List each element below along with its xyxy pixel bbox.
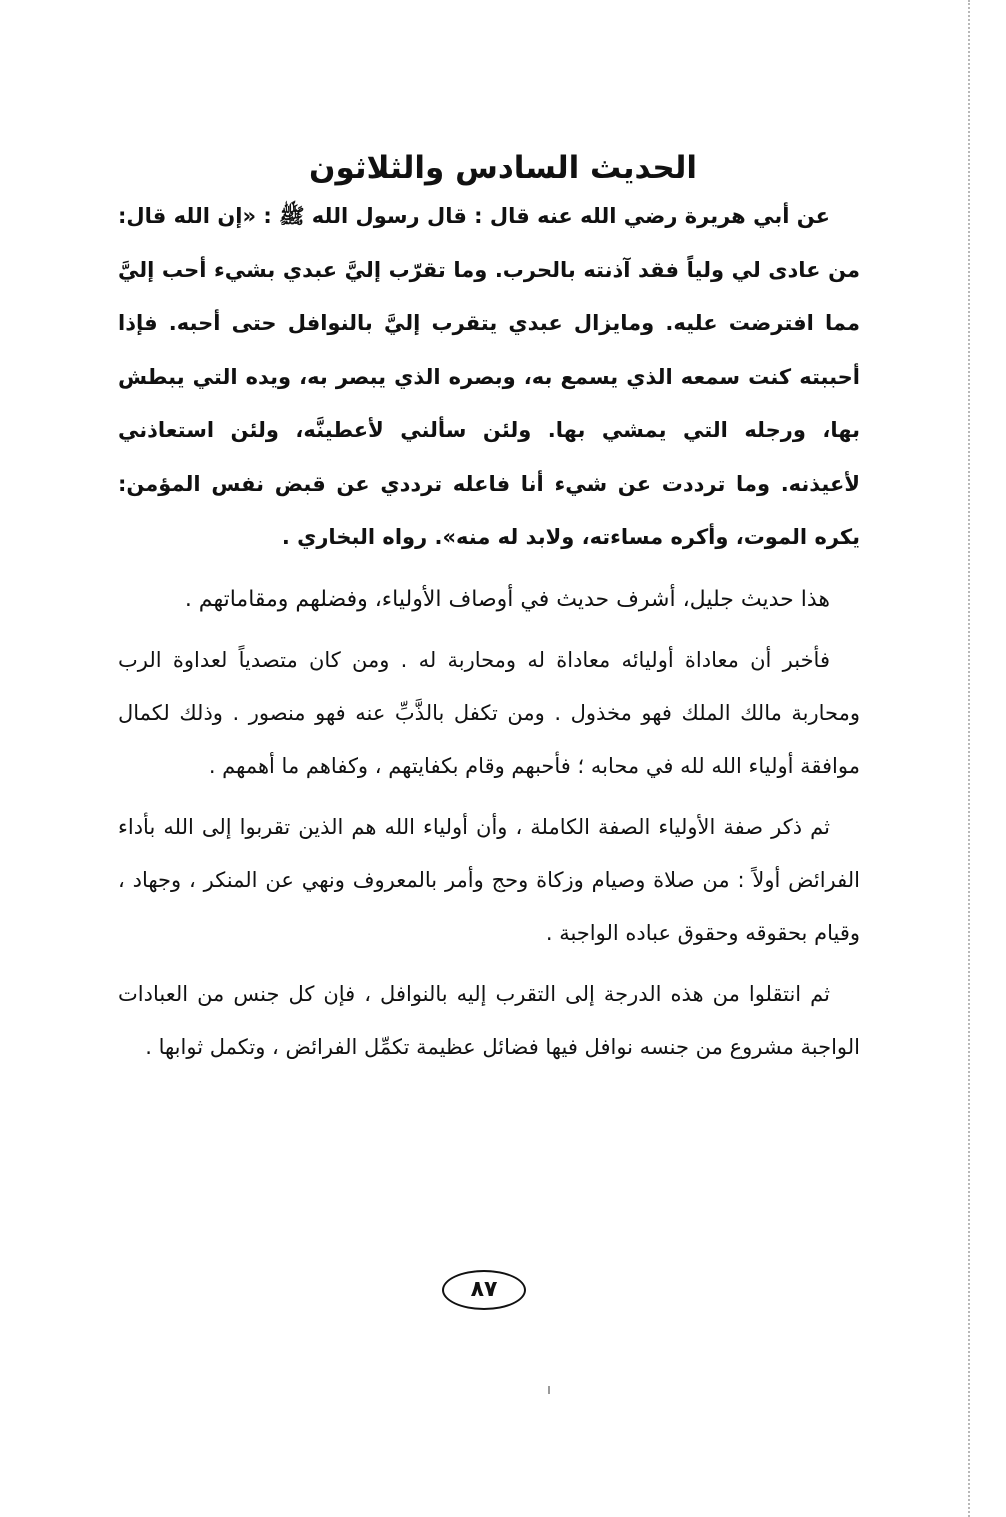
margin-dotted-line bbox=[968, 0, 970, 1517]
hadith-paragraph: عن أبي هريرة رضي الله عنه قال : قال رسول الله ﷺ : «إن الله قال: من عادى لي ولياً فقد آذنته بالحرب. وما تقرّب إليَّ عبدي بشيء أحب إليَّ مما افترضت عليه. ومايزال عبدي يتقرب إليَّ بالنوافل حتى أحبه. فإذا أحببته كنت سمعه الذي يسمع به، وبصره الذي يبصر به، ويده التي يبطش بها، ورجله التي يمشي بها. ولئن سألني لأعطينَّه، ولئن استعاذني لأعيذنه. وما ترددت عن شيء أنا فاعله ترددي عن قبض نفس المؤمن: يكره الموت، وأكره مساءته، ولابد له منه». رواه البخاري . bbox=[118, 204, 860, 549]
scan-speck bbox=[548, 1386, 550, 1394]
commentary-paragraph-1: هذا حديث جليل، أشرف حديث في أوصاف الأولياء، وفضلهم ومقاماتهم . bbox=[184, 586, 830, 612]
page-number-badge: ٨٧ bbox=[442, 1270, 526, 1310]
commentary-paragraph-3: ثم ذكر صفة الأولياء الصفة الكاملة ، وأن أولياء الله هم الذين تقربوا إلى الله بأداء الفرائض أولاً : من صلاة وصيام وزكاة وحج وأمر بالمعروف ونهي عن المنكر ، وجهاد ، وقيام بحقوقه وحقوق عباده الواجبة . bbox=[118, 814, 860, 945]
body-text bbox=[118, 190, 860, 1074]
commentary-paragraph-2: فأخبر أن معاداة أوليائه معاداة له ومحاربة له . ومن كان متصدياً لعداوة الرب ومحاربة مالك الملك فهو مخذول . ومن تكفل بالذَّبِّ عنه فهو منصور . وذلك لكمال موافقة أولياء الله لله في محابه ؛ فأحبهم وقام بكفايتهم ، وكفاهم ما أهمهم . bbox=[118, 647, 860, 778]
commentary-paragraph-4: ثم انتقلوا من هذه الدرجة إلى التقرب إليه بالنوافل ، فإن كل جنس من العبادات الواجبة مشروع من جنسه نوافل فيها فضائل عظيمة تكمِّل الفرائض ، وتكمل ثوابها . bbox=[118, 981, 860, 1059]
chapter-title: الحديث السادس والثلاثون bbox=[309, 149, 697, 186]
